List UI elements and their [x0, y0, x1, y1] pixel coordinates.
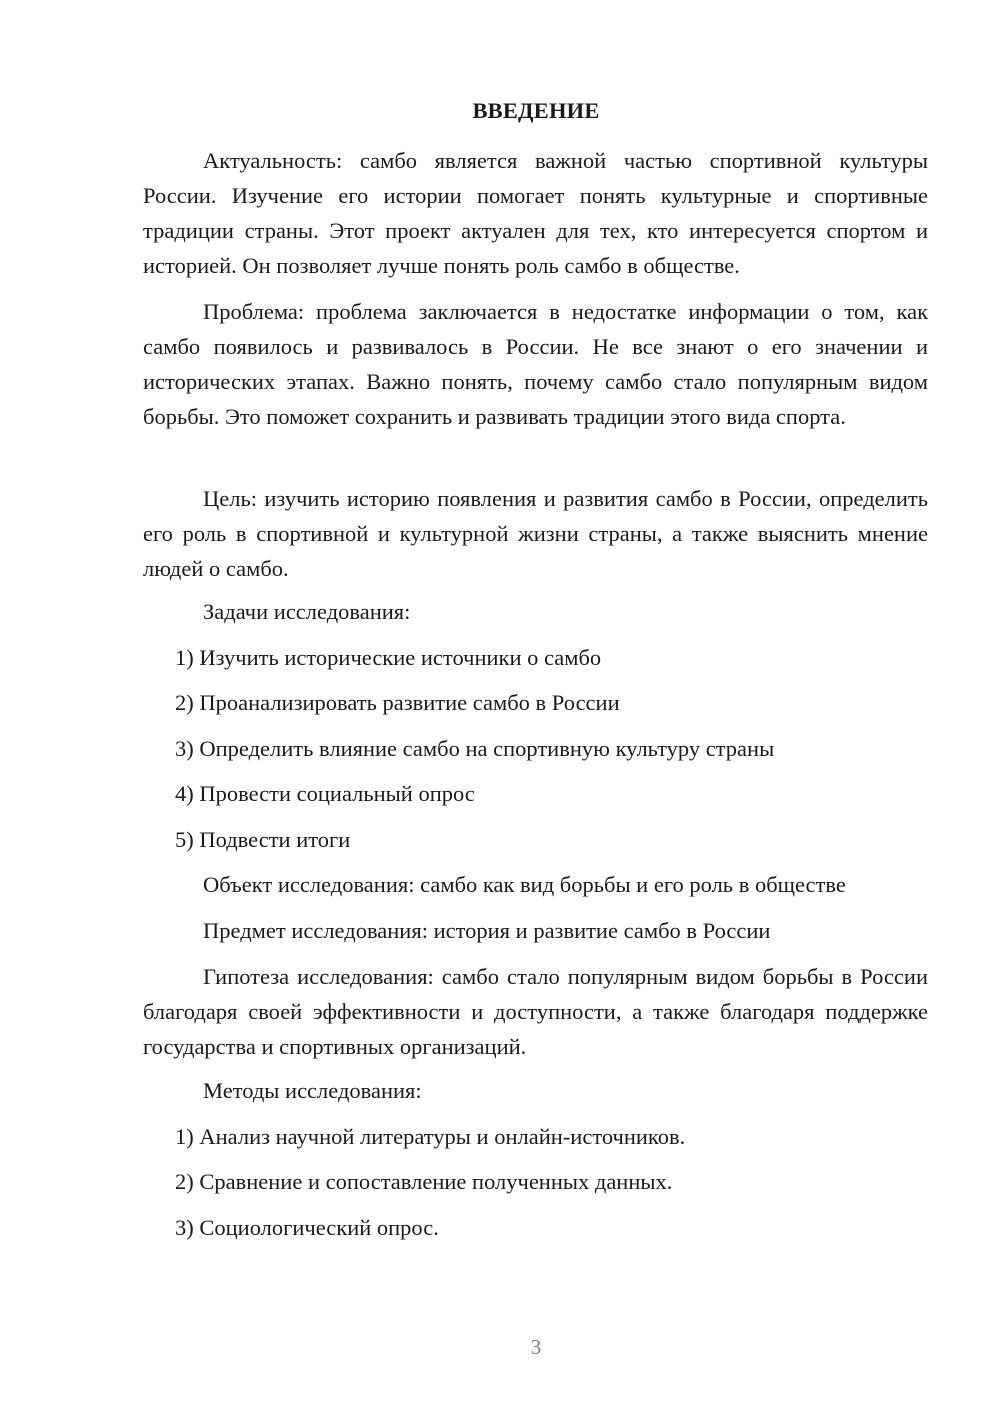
object-line: Объект исследования: самбо как вид борьбы и его роль в обществе — [203, 872, 846, 897]
methods-heading: Методы исследования: — [203, 1078, 422, 1103]
hypothesis-paragraph: Гипотеза исследования: самбо стало популярным видом борьбы в России благодаря своей эффективности и доступности, а также благодаря поддержке государства и спортивных организаций. — [143, 964, 928, 1059]
task-item: 3) Определить влияние самбо на спортивную культуру страны — [175, 736, 775, 761]
page-title: ВВЕДЕНИЕ — [472, 98, 600, 123]
tasks-heading: Задачи исследования: — [203, 599, 411, 624]
method-item: 2) Сравнение и сопоставление полученных данных. — [175, 1169, 673, 1194]
task-item: 4) Провести социальный опрос — [175, 781, 475, 806]
goal-paragraph: Цель: изучить историю появления и развития самбо в России, определить его роль в спортивной и культурной жизни страны, а также выяснить мнение людей о самбо. — [143, 486, 928, 581]
task-item: 5) Подвести итоги — [175, 827, 351, 852]
method-item: 3) Социологический опрос. — [175, 1215, 439, 1240]
task-item: 2) Проанализировать развитие самбо в России — [175, 690, 620, 715]
problem-paragraph: Проблема: проблема заключается в недостатке информации о том, как самбо появилось и развивалось в России. Не все знают о его значении и исторических этапах. Важно понять, почему самбо стало популярным видом борьбы. Это поможет сохранить и развивать традиции этого вида спорта. — [143, 299, 928, 429]
task-item: 1) Изучить исторические источники о самбо — [175, 645, 602, 670]
relevance-paragraph: Актуальность: самбо является важной частью спортивной культуры России. Изучение его истории помогает понять культурные и спортивные традиции страны. Этот проект актуален для тех, кто интересуется спортом и историей. Он позволяет лучше понять роль самбо в обществе. — [143, 148, 928, 278]
page-number: 3 — [530, 1335, 542, 1359]
method-item: 1) Анализ научной литературы и онлайн-источников. — [175, 1124, 686, 1149]
subject-line: Предмет исследования: история и развитие самбо в России — [203, 918, 771, 943]
